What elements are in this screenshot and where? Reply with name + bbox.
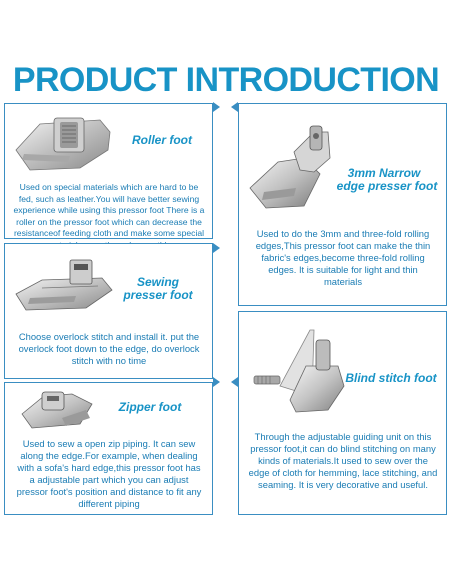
narrow-edge-foot-image [244,122,342,214]
blind-stitch-foot-description: Through the adjustable guiding unit on this pressor foot,it can do blind stitching on many kinds of materials.It used to sew over the edge of cloth for hemming, lace stitching, and seaming. It is very decorative and useful. [248,431,438,490]
narrow-edge-foot-label-line2: edge presser foot [336,179,438,193]
arrow-left-icon [231,102,238,112]
arrow-right-icon [213,243,220,253]
sewing-presser-foot-description: Choose overlock stitch and install it. put the overlock foot down to the edge, do overlock stitch with no time [18,331,200,366]
roller-foot-image [10,110,114,178]
zipper-foot-label: Zipper foot [118,400,182,414]
sewing-presser-foot-label-line1: Sewing [136,275,179,289]
roller-foot-label: Roller foot [132,133,192,147]
blind-stitch-foot-image [250,326,350,416]
zipper-foot-image [16,388,98,434]
arrow-left-icon [231,377,238,387]
arrow-right-icon [213,102,220,112]
sewing-presser-foot-label-line2: presser foot [123,288,193,302]
zipper-foot-description: Used to sew a open zip piping. It can sew along the edge.For example, when dealing with a sofa's hard edge,this pressor foot has a adjustable part which you can adjust pressor foot's position and distance to fit any different piping [16,438,202,509]
roller-foot-description: Used on special materials which are hard to be fed, such as leather.You will have better sewing experience while using this pressor foot There is a roller on the pressor foot which can decrease the resistanceof feeding cloth and make some special [13,182,205,238]
page-title: PRODUCT INTRODUCTION [12,61,440,99]
blind-stitch-foot-label: Blind stitch foot [345,371,437,385]
narrow-edge-foot-description: Used to do the 3mm and three-fold rolling edges,This pressor foot can make the thin fabric's edges,become three-fold rolling edges. It is suitable for light and thin materials [255,228,431,287]
arrow-right-icon [213,377,220,387]
sewing-presser-foot-image [12,252,118,318]
narrow-edge-foot-label-line1: 3mm Narrow [347,166,421,180]
